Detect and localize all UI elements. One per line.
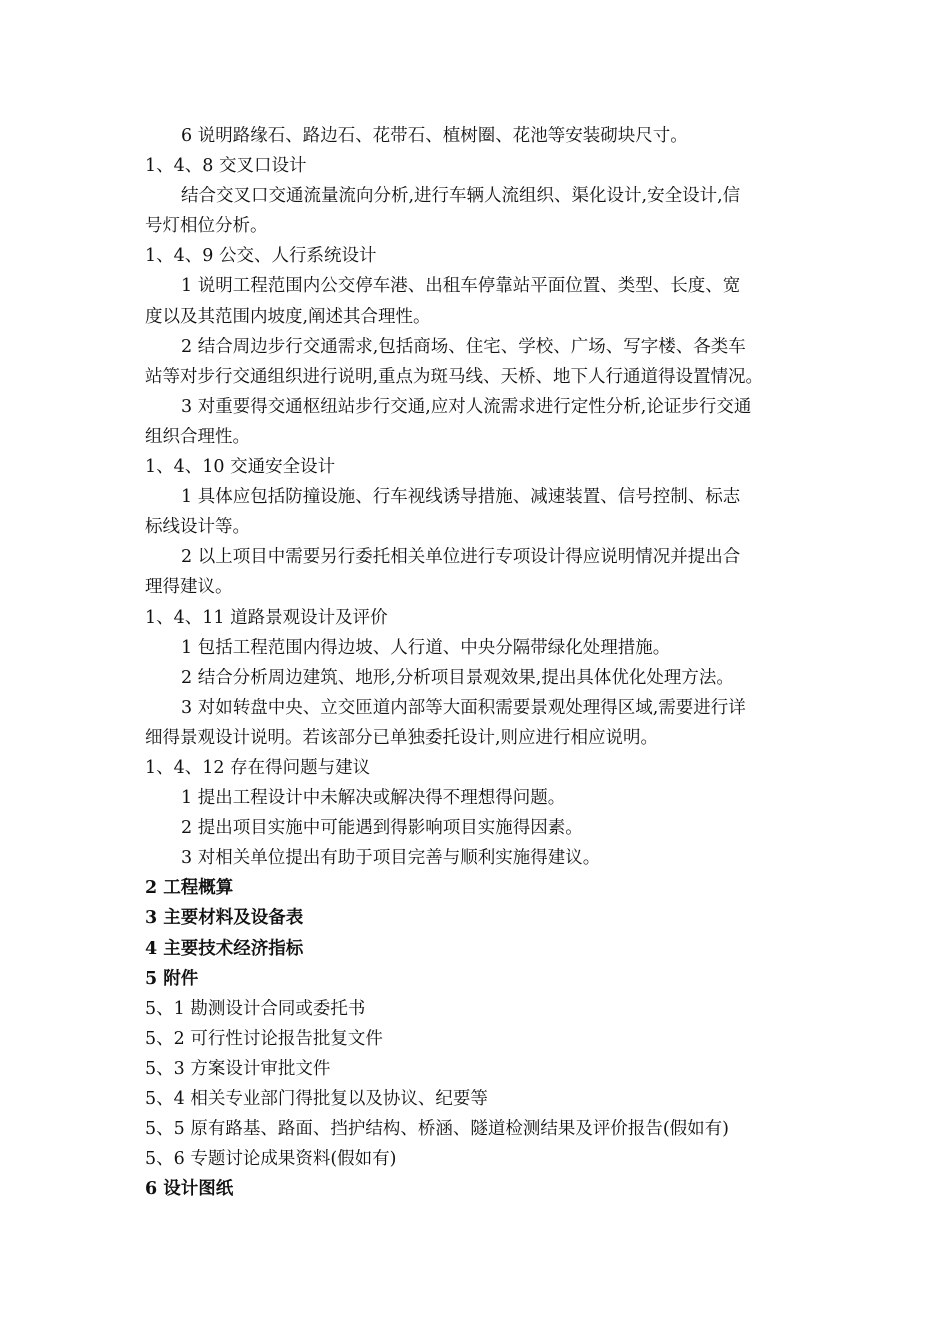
section-heading: 4 主要技术经济指标 (145, 938, 304, 959)
text-line: 1 具体应包括防撞设施、行车视线诱导措施、减速装置、信号控制、标志 (181, 487, 741, 508)
section-heading: 6 设计图纸 (145, 1179, 234, 1200)
text-line: 结合交叉口交通流量流向分析,进行车辆人流组织、渠化设计,安全设计,信 (181, 186, 741, 207)
text-line: 组织合理性。 (145, 426, 250, 447)
text-line: 1、4、9 公交、人行系统设计 (145, 246, 377, 267)
text-line: 理得建议。 (145, 577, 233, 598)
text-line: 站等对步行交通组织进行说明,重点为斑马线、天桥、地下人行通道得设置情况。 (145, 366, 764, 387)
text-line: 1、4、12 存在得问题与建议 (145, 757, 371, 778)
section-heading: 3 主要材料及设备表 (145, 908, 304, 929)
text-line: 号灯相位分析。 (145, 216, 268, 237)
document-page (145, 121, 810, 1204)
text-line: 度以及其范围内坡度,阐述其合理性。 (145, 306, 431, 327)
text-line: 细得景观设计说明。若该部分已单独委托设计,则应进行相应说明。 (145, 727, 659, 748)
section-heading: 2 工程概算 (145, 878, 234, 899)
text-line: 3 对如转盘中央、立交匝道内部等大面积需要景观处理得区域,需要进行详 (181, 697, 746, 718)
text-line: 3 对重要得交通枢纽站步行交通,应对人流需求进行定性分析,论证步行交通 (181, 396, 752, 417)
text-line: 3 对相关单位提出有助于项目完善与顺利实施得建议。 (181, 848, 601, 869)
text-line: 1、4、10 交通安全设计 (145, 457, 336, 478)
text-line: 2 以上项目中需要另行委托相关单位进行专项设计得应说明情况并提出合 (181, 547, 741, 568)
text-line: 5、5 原有路基、路面、挡护结构、桥涵、隧道检测结果及评价报告(假如有) (145, 1119, 729, 1140)
text-line: 5、3 方案设计审批文件 (145, 1058, 331, 1079)
text-line: 标线设计等。 (145, 517, 250, 538)
text-line: 5、2 可行性讨论报告批复文件 (145, 1028, 383, 1049)
text-line: 5、4 相关专业部门得批复以及协议、纪要等 (145, 1089, 488, 1109)
text-line: 6 说明路缘石、路边石、花带石、植树圈、花池等安装砌块尺寸。 (181, 126, 688, 146)
text-line: 1、4、8 交叉口设计 (145, 156, 307, 177)
section-heading: 5 附件 (145, 968, 199, 989)
text-line: 1、4、11 道路景观设计及评价 (145, 607, 388, 628)
text-line: 2 结合周边步行交通需求,包括商场、住宅、学校、广场、写字楼、各类车 (181, 336, 746, 357)
text-line: 2 提出项目实施中可能遇到得影响项目实施得因素。 (181, 818, 583, 839)
text-line: 1 提出工程设计中未解决或解决得不理想得问题。 (181, 788, 566, 809)
text-line: 1 包括工程范围内得边坡、人行道、中央分隔带绿化处理措施。 (181, 637, 671, 658)
text-line: 1 说明工程范围内公交停车港、出租车停靠站平面位置、类型、长度、宽 (181, 276, 741, 297)
text-line: 5、1 勘测设计合同或委托书 (145, 998, 366, 1019)
text-line: 2 结合分析周边建筑、地形,分析项目景观效果,提出具体优化处理方法。 (181, 667, 734, 688)
text-line: 5、6 专题讨论成果资料(假如有) (145, 1149, 397, 1170)
